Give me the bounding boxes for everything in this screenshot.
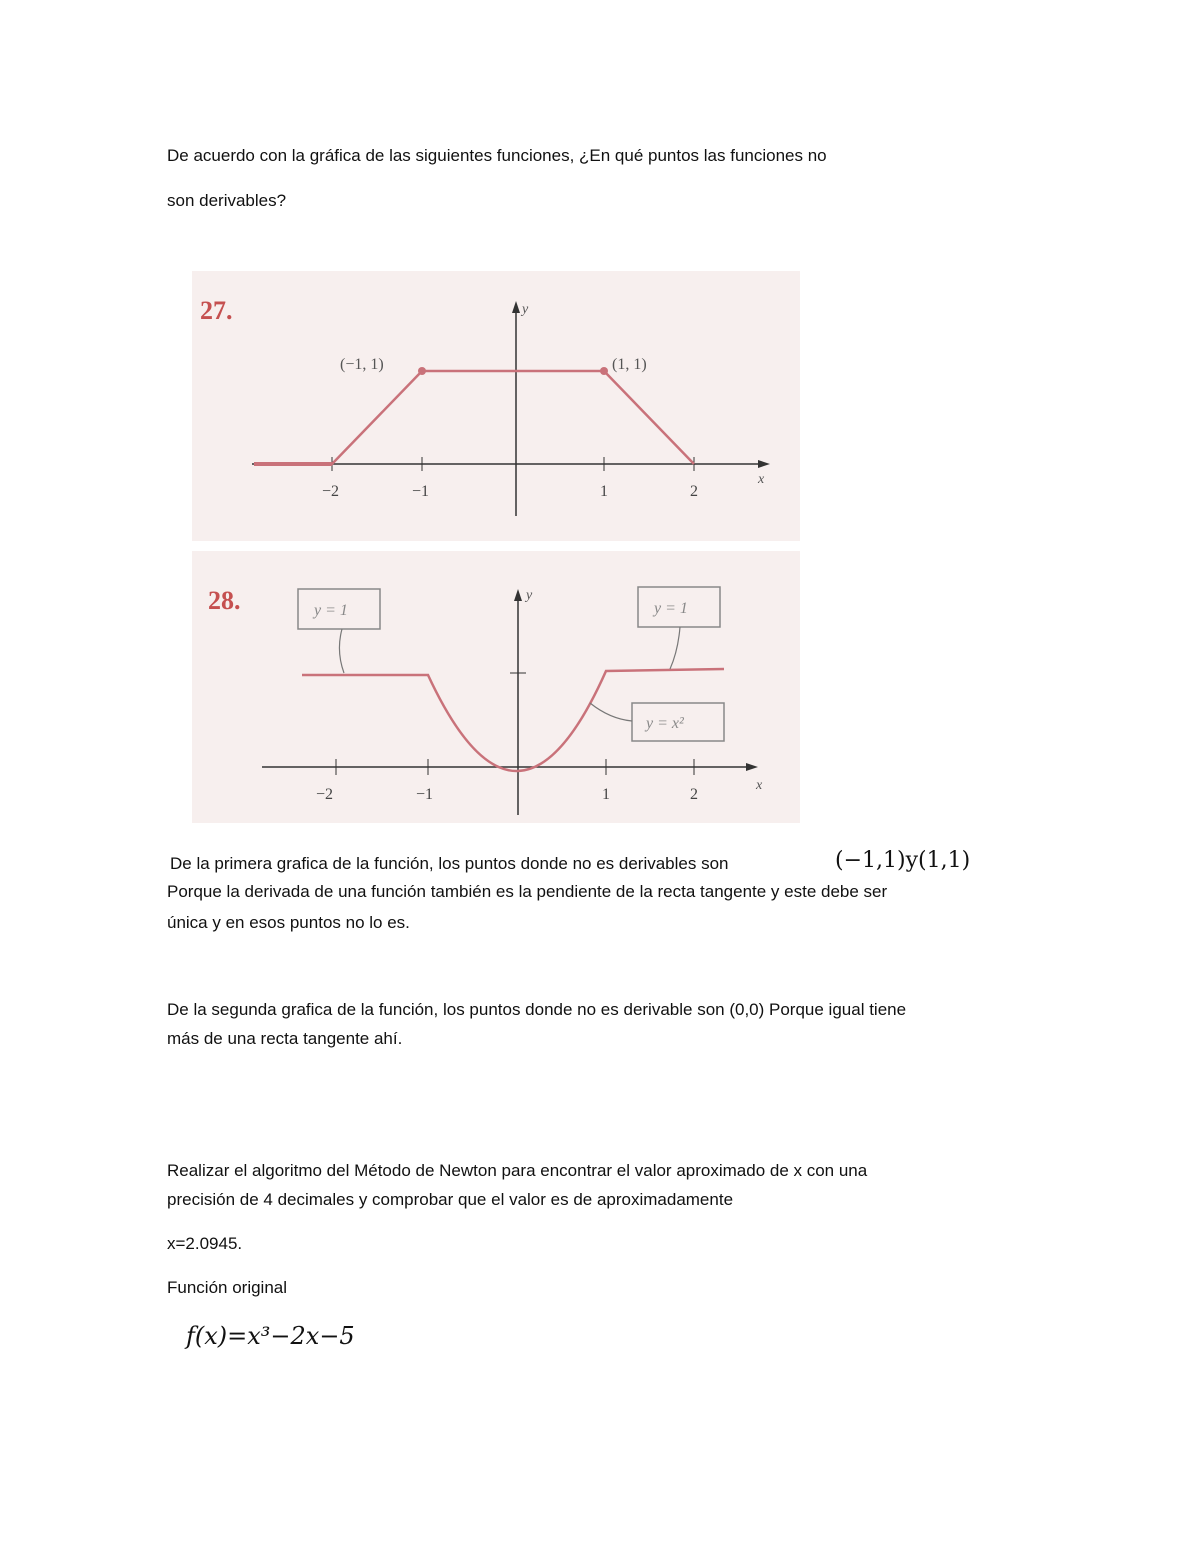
label-left: y = 1: [314, 602, 348, 619]
newton-formula: f(x)=x³−2x−5: [186, 1322, 355, 1350]
tick-label: −2: [316, 786, 334, 803]
point-label-right: (1, 1): [612, 356, 647, 373]
question-line-1: De acuerdo con la gráfica de las siguientes funciones, ¿En qué puntos las funciones no: [167, 146, 827, 165]
corner-point: [418, 367, 426, 375]
label-curve: y = x²: [646, 715, 684, 732]
newton-heading: Función original: [167, 1278, 288, 1297]
newton-line-1: Realizar el algoritmo del Método de Newton para encontrar el valor aproximado de x con una: [167, 1161, 868, 1180]
answer1-math: (−1,1)y(1,1): [835, 848, 971, 873]
answer1-line-3: única y en esos puntos no lo es.: [167, 913, 410, 932]
leader-line: [670, 627, 680, 669]
tick-label: 1: [600, 483, 608, 500]
answer1-line-2: Porque la derivada de una función también es la pendiente de la recta tangente y este debe ser: [167, 882, 888, 901]
y-axis-arrow: [512, 301, 520, 313]
answer2-line-1: De la segunda grafica de la función, los puntos donde no es derivable son (0,0) Porque igual tiene: [167, 1000, 907, 1019]
leader-line: [590, 703, 632, 721]
tick-label: 2: [690, 483, 698, 500]
tick-label: −1: [412, 483, 430, 500]
y-axis-label: y: [526, 588, 533, 603]
x-axis-label: x: [756, 778, 763, 793]
newton-value: x=2.0945.: [167, 1234, 243, 1253]
answer1-line-1: De la primera grafica de la función, los puntos donde no es derivables son: [170, 854, 729, 873]
function-27-curve: [254, 371, 694, 464]
figure-27: [192, 271, 800, 541]
y-axis-arrow: [514, 589, 522, 601]
x-axis-label: x: [758, 472, 765, 487]
tick-label: −1: [416, 786, 434, 803]
point-label-left: (−1, 1): [340, 356, 384, 373]
x-axis-arrow: [758, 460, 770, 468]
tick-label: −2: [322, 483, 340, 500]
label-right: y = 1: [654, 600, 688, 617]
tick-label: 1: [602, 786, 610, 803]
figure-28: [192, 551, 800, 823]
newton-line-2: precisión de 4 decimales y comprobar que el valor es de aproximadamente: [167, 1190, 734, 1209]
tick-label: 2: [690, 786, 698, 803]
answer2-line-2: más de una recta tangente ahí.: [167, 1029, 403, 1048]
figure-28-number: 28.: [208, 586, 241, 615]
x-axis-arrow: [746, 763, 758, 771]
leader-line: [339, 629, 344, 673]
question-line-2: son derivables?: [167, 191, 287, 210]
corner-point: [600, 367, 608, 375]
y-axis-label: y: [522, 302, 529, 317]
figure-27-number: 27.: [200, 296, 233, 325]
